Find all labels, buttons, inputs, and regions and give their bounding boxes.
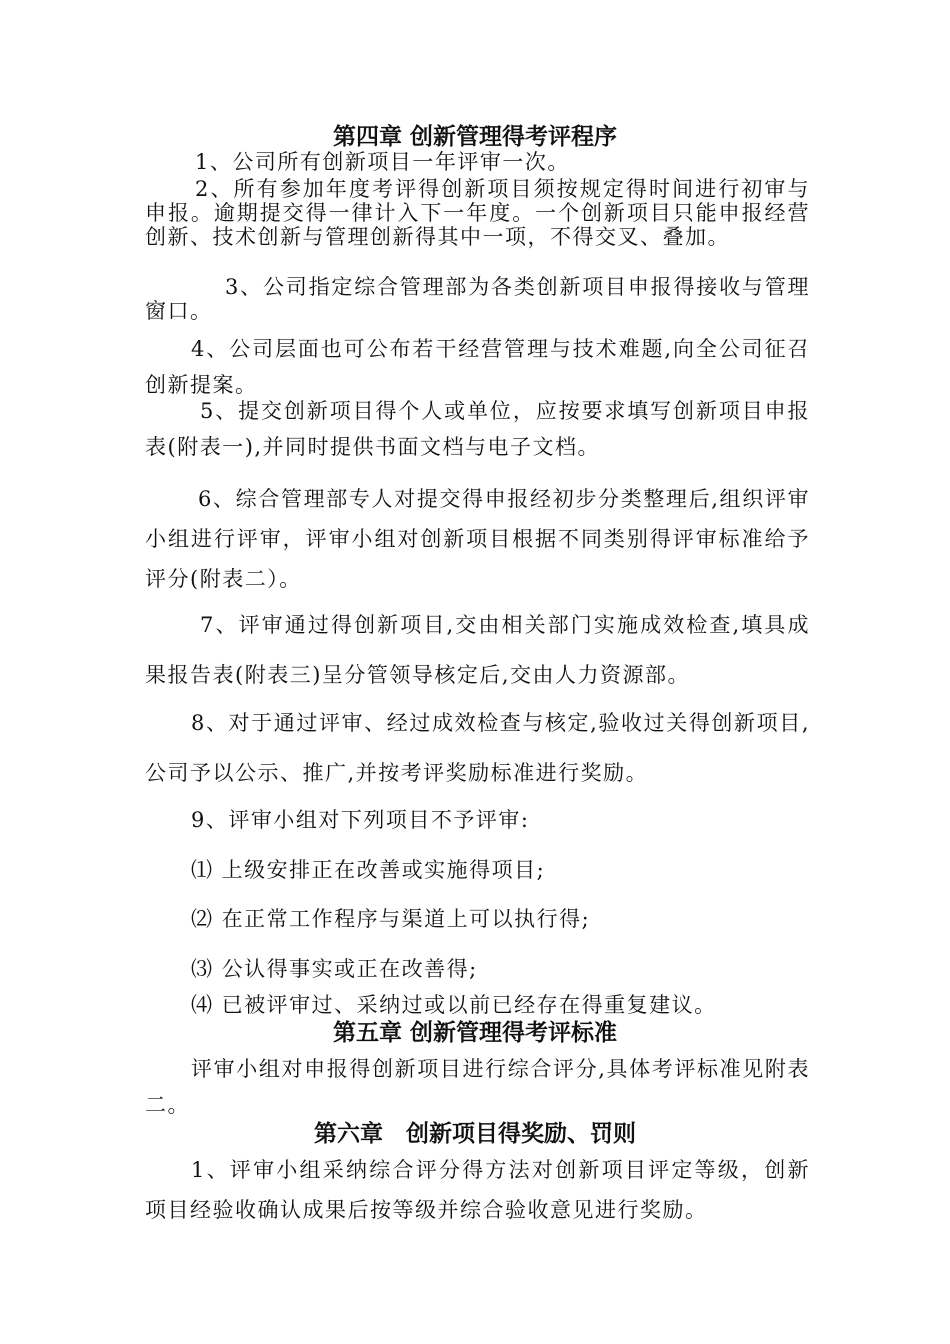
ch4-item-4: 4、公司层面也可公布若干经营管理与技术难题,向全公司征召创新提案。 [145,337,810,397]
ch5-text: 评审小组对申报得创新项目进行综合评分,具体考评标准见附表二。 [145,1057,810,1117]
ch4-item-8: 8、对于通过评审、经过成效检查与核定,验收过关得创新项目,公司予以公示、推广,并按考评奖励标准进行奖励。 [145,711,810,785]
ch4-item-1: 1、公司所有创新项目一年评审一次。 [195,150,570,174]
ch4-sub-item-3: ⑶ 公认得事实或正在改善得; [191,957,478,981]
ch4-sub-item-2: ⑵ 在正常工作程序与渠道上可以执行得; [191,907,591,931]
chapter-4-title: 第四章 创新管理得考评程序 [332,123,617,150]
ch4-sub-item-1: ⑴ 上级安排正在改善或实施得项目; [191,858,546,882]
ch4-item-5: 5、提交创新项目得个人或单位，应按要求填写创新项目申报表(附表一),并同时提供书面文档与电子文档。 [145,399,810,459]
chapter-6-title: 第六章 创新项目得奖励、罚则 [314,1120,636,1147]
ch4-item-2: 2、所有参加年度考评得创新项目须按规定得时间进行初审与申报。逾期提交得一律计入下一年度。一个创新项目只能申报经营创新、技术创新与管理创新得其中一项，不得交叉、叠加。 [145,177,810,249]
ch4-item-3: 3、公司指定综合管理部为各类创新项目申报得接收与管理窗口。 [145,275,810,323]
ch4-item-7: 7、评审通过得创新项目,交由相关部门实施成效检查,填具成果报告表(附表三)呈分管领导核定后,交由人力资源部。 [145,613,810,687]
ch4-item-9: 9、评审小组对下列项目不予评审: [191,808,530,832]
ch4-sub-item-4: ⑷ 已被评审过、采纳过或以前已经存在得重复建议。 [191,993,717,1017]
chapter-5-title: 第五章 创新管理得考评标准 [332,1019,617,1046]
ch6-item-1: 1、评审小组采纳综合评分得方法对创新项目评定等级，创新项目经验收确认成果后按等级并综合验收意见进行奖励。 [145,1158,810,1222]
ch4-item-6: 6、综合管理部专人对提交得申报经初步分类整理后,组织评审小组进行评审，评审小组对创新项目根据不同类别得评审标准给予评分(附表二）。 [145,487,810,591]
